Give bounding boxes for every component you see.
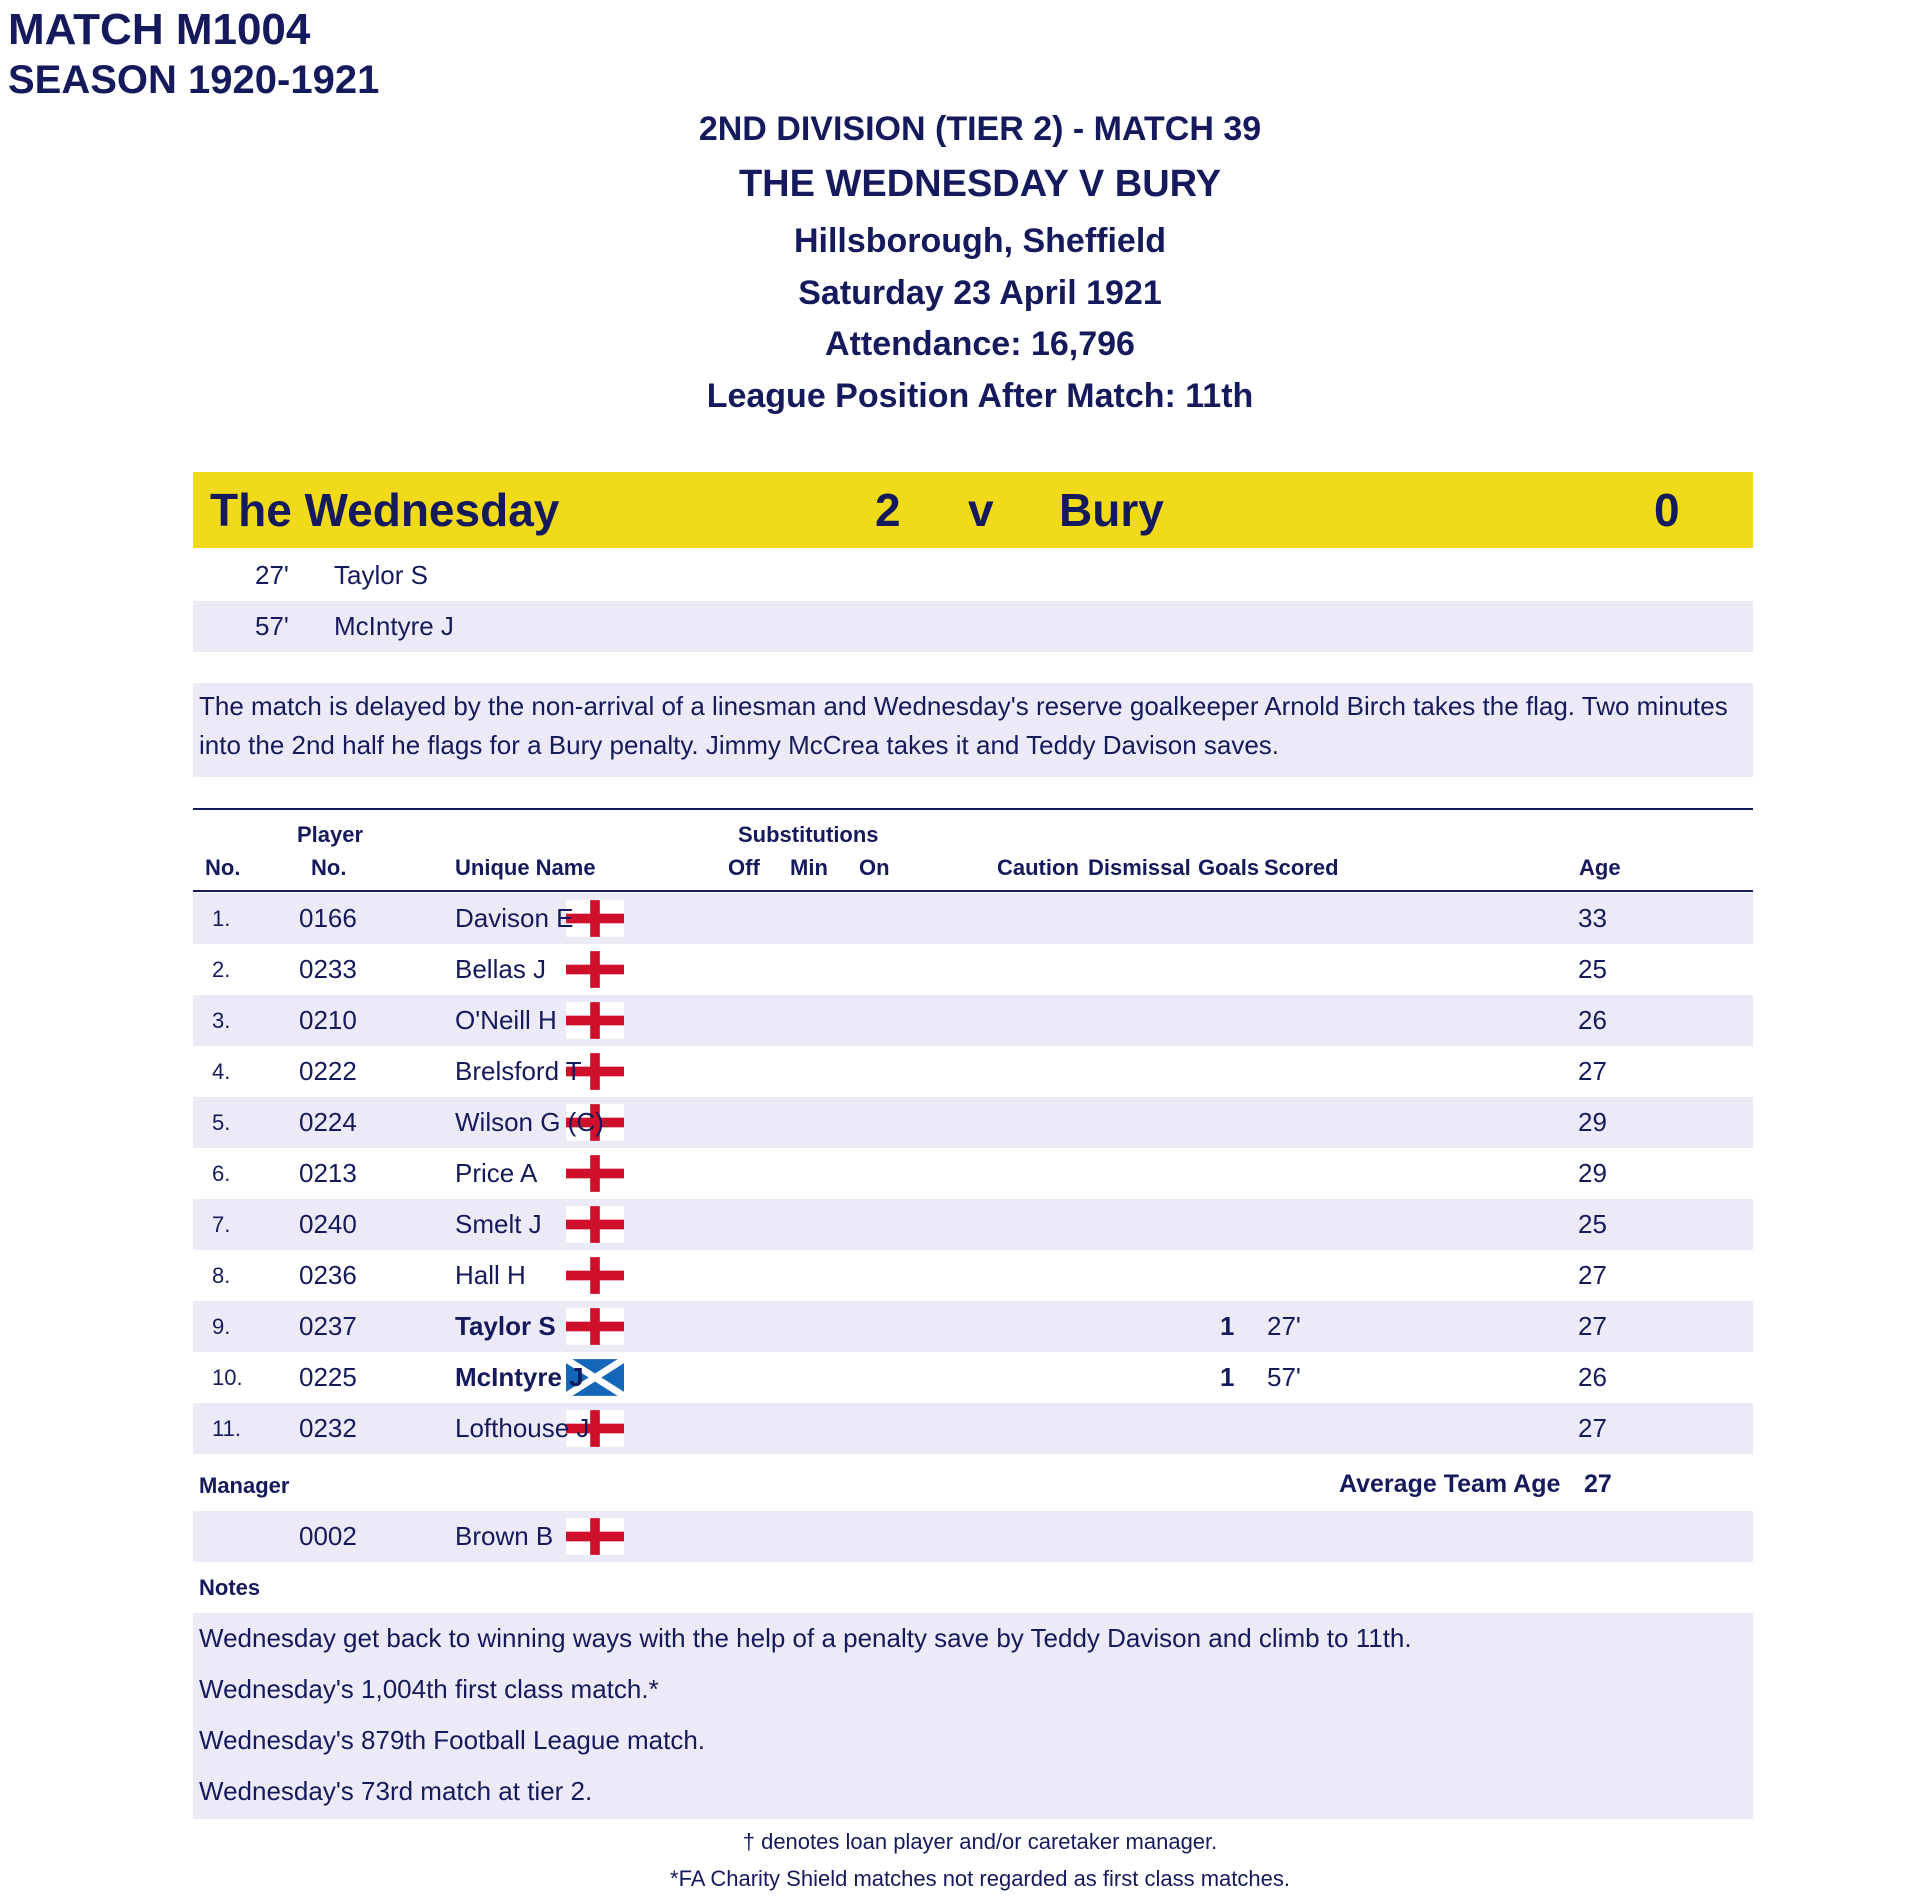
header-player-no: No. bbox=[311, 855, 347, 880]
header-on: On bbox=[859, 855, 890, 880]
player-number: 0166 bbox=[299, 903, 357, 933]
venue-heading: Hillsborough, Sheffield bbox=[793, 222, 1167, 260]
header-age: Age bbox=[1579, 855, 1621, 880]
manager-number: 0002 bbox=[299, 1521, 357, 1551]
header-player: Player bbox=[297, 822, 364, 847]
note-line: Wednesday's 879th Football League match. bbox=[199, 1725, 706, 1755]
home-team-name: The Wednesday bbox=[210, 484, 560, 536]
player-age: 26 bbox=[1578, 1005, 1607, 1035]
player-number: 0232 bbox=[299, 1413, 357, 1443]
player-row bbox=[193, 893, 1753, 944]
row-number: 6. bbox=[212, 1161, 231, 1186]
score-bar bbox=[193, 472, 1753, 548]
row-number: 5. bbox=[212, 1110, 231, 1135]
notes-box bbox=[193, 1613, 1753, 1819]
row-number: 1. bbox=[212, 906, 231, 931]
versus-label: v bbox=[968, 484, 994, 536]
match-id: MATCH M1004 bbox=[8, 5, 311, 54]
row-number: 4. bbox=[212, 1059, 231, 1084]
player-number: 0224 bbox=[299, 1107, 357, 1137]
row-number: 3. bbox=[212, 1008, 231, 1033]
match-description: The match is delayed by the non-arrival of a linesman and Wednesday's reserve goalkeeper Arnold Birch takes the flag. Two minutes into the 2nd half he flags for a Bury penalty. Jimmy McCrea takes it and Teddy Davison saves. bbox=[199, 691, 1728, 760]
fixture-heading: THE WEDNESDAY V BURY bbox=[738, 163, 1222, 205]
england-flag-icon bbox=[566, 1002, 624, 1039]
manager-name: Brown B bbox=[455, 1521, 554, 1551]
scorer-minute: 57' bbox=[255, 611, 289, 641]
average-age-value: 27 bbox=[1584, 1470, 1612, 1498]
notes-label: Notes bbox=[199, 1575, 261, 1600]
scorer-name: Taylor S bbox=[334, 560, 428, 590]
goals-count: 1 bbox=[1220, 1362, 1235, 1392]
player-age: 27 bbox=[1578, 1311, 1607, 1341]
player-row bbox=[193, 1199, 1753, 1250]
header-min: Min bbox=[790, 855, 828, 880]
date-heading: Saturday 23 April 1921 bbox=[798, 274, 1162, 312]
average-age-label: Average Team Age bbox=[1339, 1470, 1561, 1498]
player-age: 25 bbox=[1578, 954, 1607, 984]
goal-minute: 57' bbox=[1267, 1362, 1301, 1392]
header-substitutions: Substitutions bbox=[738, 822, 879, 847]
player-age: 25 bbox=[1578, 1209, 1607, 1239]
header-goals: Goals bbox=[1198, 855, 1260, 880]
player-row bbox=[193, 1250, 1753, 1301]
player-name: Price A bbox=[455, 1158, 538, 1188]
england-flag-icon bbox=[566, 1155, 624, 1192]
season-label: SEASON 1920-1921 bbox=[8, 58, 380, 102]
player-number: 0222 bbox=[299, 1056, 357, 1086]
player-row bbox=[193, 1148, 1753, 1199]
player-name: Taylor S bbox=[455, 1311, 556, 1341]
header-off: Off bbox=[728, 855, 760, 880]
england-flag-icon bbox=[566, 1257, 624, 1294]
manager-label: Manager bbox=[199, 1473, 290, 1498]
player-age: 27 bbox=[1578, 1413, 1607, 1443]
player-number: 0225 bbox=[299, 1362, 357, 1392]
manager-row bbox=[193, 1511, 1753, 1562]
player-row bbox=[193, 1301, 1753, 1352]
home-goals: 2 bbox=[875, 484, 901, 536]
goal-minute: 27' bbox=[1267, 1311, 1301, 1341]
row-number: 11. bbox=[212, 1416, 241, 1441]
player-age: 26 bbox=[1578, 1362, 1607, 1392]
note-line: Wednesday's 1,004th first class match.* bbox=[199, 1674, 659, 1704]
table-header-rule bbox=[193, 890, 1753, 892]
player-number: 0237 bbox=[299, 1311, 357, 1341]
scorer-minute: 27' bbox=[255, 560, 289, 590]
header-scored: Scored bbox=[1264, 855, 1339, 880]
player-row bbox=[193, 944, 1753, 995]
player-number: 0210 bbox=[299, 1005, 357, 1035]
player-number: 0240 bbox=[299, 1209, 357, 1239]
league-position-heading: League Position After Match: 11th bbox=[706, 377, 1254, 415]
row-number: 2. bbox=[212, 957, 231, 982]
england-flag-icon bbox=[566, 1308, 624, 1345]
table-top-rule bbox=[193, 808, 1753, 810]
away-team-name: Bury bbox=[1059, 484, 1164, 536]
row-number: 7. bbox=[212, 1212, 231, 1237]
player-age: 29 bbox=[1578, 1158, 1607, 1188]
player-name: Smelt J bbox=[455, 1209, 542, 1239]
player-name: Bellas J bbox=[455, 954, 547, 984]
player-name: Lofthouse J bbox=[455, 1413, 590, 1443]
attendance-heading: Attendance: 16,796 bbox=[825, 325, 1135, 363]
player-age: 27 bbox=[1578, 1056, 1607, 1086]
england-flag-icon bbox=[566, 1518, 624, 1555]
player-row bbox=[193, 1403, 1753, 1454]
footnote-charity-shield: *FA Charity Shield matches not regarded as first class matches. bbox=[670, 1866, 1290, 1891]
away-goals: 0 bbox=[1654, 484, 1680, 536]
note-line: Wednesday get back to winning ways with the help of a penalty save by Teddy Davison and climb to 11th. bbox=[199, 1623, 1412, 1653]
england-flag-icon bbox=[566, 1206, 624, 1243]
competition-heading: 2ND DIVISION (TIER 2) - MATCH 39 bbox=[698, 110, 1262, 148]
player-number: 0213 bbox=[299, 1158, 357, 1188]
footnote-loan: † denotes loan player and/or caretaker manager. bbox=[742, 1829, 1218, 1854]
player-age: 27 bbox=[1578, 1260, 1607, 1290]
header-no: No. bbox=[205, 855, 241, 880]
player-row bbox=[193, 1046, 1753, 1097]
note-line: Wednesday's 73rd match at tier 2. bbox=[199, 1776, 593, 1806]
player-number: 0233 bbox=[299, 954, 357, 984]
england-flag-icon bbox=[566, 951, 624, 988]
goals-count: 1 bbox=[1220, 1311, 1235, 1341]
player-age: 33 bbox=[1578, 903, 1607, 933]
header-dismissal: Dismissal bbox=[1088, 855, 1191, 880]
row-number: 9. bbox=[212, 1314, 231, 1339]
match-description-box bbox=[193, 683, 1753, 777]
row-number: 10. bbox=[212, 1365, 243, 1390]
scorer-row bbox=[193, 601, 1753, 652]
player-name: Wilson G (C) bbox=[455, 1107, 604, 1137]
england-flag-icon bbox=[566, 900, 624, 937]
header-caution: Caution bbox=[997, 855, 1079, 880]
player-number: 0236 bbox=[299, 1260, 357, 1290]
header-unique-name: Unique Name bbox=[455, 855, 596, 880]
player-name: Hall H bbox=[455, 1260, 526, 1290]
scorer-name: McIntyre J bbox=[334, 611, 454, 641]
player-name: McIntyre J bbox=[455, 1362, 584, 1392]
player-age: 29 bbox=[1578, 1107, 1607, 1137]
player-row bbox=[193, 1097, 1753, 1148]
player-name: Davison E bbox=[455, 903, 574, 933]
player-name: O'Neill H bbox=[455, 1005, 557, 1035]
player-row bbox=[193, 995, 1753, 1046]
scorer-row bbox=[193, 550, 1753, 601]
player-row bbox=[193, 1352, 1753, 1403]
player-name: Brelsford T bbox=[455, 1056, 582, 1086]
row-number: 8. bbox=[212, 1263, 231, 1288]
